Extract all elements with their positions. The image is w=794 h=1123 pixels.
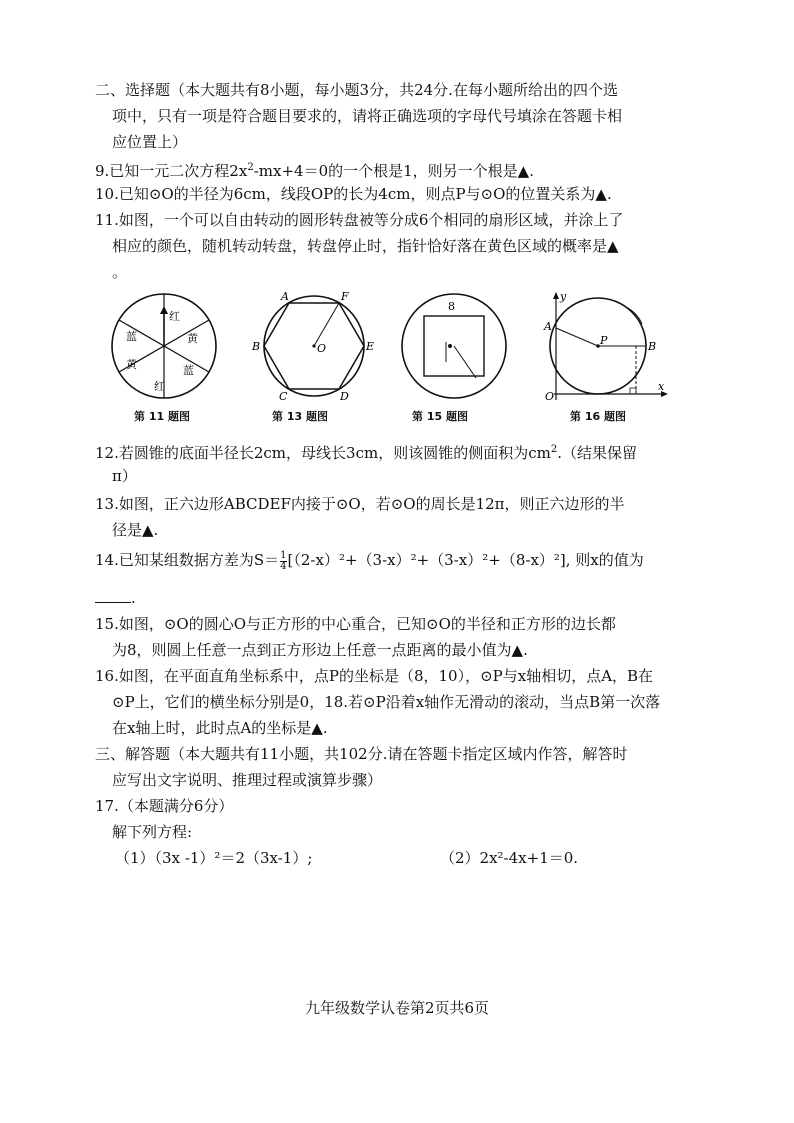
fig11-label-upper-right: 黄 [187,332,198,345]
question-13-line1: 13.如图，正六边形ABCDEF内接于⊙O，若⊙O的周长是12π，则正六边形的半 [95,495,625,513]
fig11-label-lower-right: 蓝 [183,364,194,377]
fig16-label-y: y [560,290,567,303]
fig16-label-b: B [648,340,657,353]
figure-13-hexagon [250,290,376,402]
figure-16-coordinate-circle [542,290,670,402]
fig13-label-o: O [317,342,327,355]
fig16-label-o: O [545,390,555,402]
question-16-line1: 16.如图，在平面直角坐标系中，点P的坐标是（8，10），⊙P与x轴相切，点A，B在 [95,667,654,685]
question-14-line2: . [95,588,136,608]
fig13-label-e: E [366,340,375,353]
figure-15-caption: 第 15 题图 [412,410,468,423]
answer-blank [95,590,131,603]
question-14-line1: 14.已知某组数据方差为S＝ $\frac{1}{4}$ [（2-x）²+（3-x）²+（3-x）²+（8-x）²], 则x的值为 [95,549,644,572]
question-12-line1: 12.若圆锥的底面半径长2cm，母线长3cm，则该圆锥的侧面积为$cm^2$.（结果保留 [95,444,637,462]
fig11-label-lower-left: 黄 [126,358,137,371]
section3-header-line2: 应写出文字说明、推理过程或演算步骤） [112,771,383,789]
question-16-line3: 在x轴上时，此时点A的坐标是▲. [112,719,328,737]
question-17-part1: （1）（3x -1）²＝2（3x-1）; [115,849,313,867]
question-9: 9.已知一元二次方程$2x^2-mx+4=0$的一个根是1，则另一个根是▲. [95,162,534,180]
fig13-label-d: D [340,390,349,402]
question-12-line2: π） [112,467,137,485]
figure-16-caption: 第 16 题图 [570,410,626,423]
question-15-line1: 15.如图，⊙O的圆心O与正方形的中心重合，已知⊙O的半径和正方形的边长都 [95,615,616,633]
figure-11-spinner [108,290,220,402]
fig13-label-b: B [252,340,261,353]
fraction-one-quarter: $\frac{1}{4}$ [280,549,287,572]
question-10: 10.已知⊙O的半径为6cm，线段OP的长为4cm，则点P与⊙O的位置关系为▲. [95,185,612,203]
fig13-label-a: A [281,290,289,303]
fig11-label-upper-left: 蓝 [126,330,137,343]
figure-15-square-circle [398,290,510,402]
question-16-line2: ⊙P上，它们的横坐标分别是0，18.若⊙P沿着x轴作无滑动的滚动，当点B第一次落 [112,693,661,711]
fig16-label-p: P [600,334,608,347]
question-17-part2: （2）2x²-4x+1＝0. [440,849,579,867]
page-footer: 九年级数学认卷第2页共6页 [304,999,490,1017]
section3-header-line1: 三、解答题（本大题共有11小题，共102分.请在答题卡指定区域内作答，解答时 [95,745,628,763]
fig11-label-top: 红 [169,310,180,323]
fig15-label-8: 8 [448,300,455,313]
question-11-line1: 11.如图，一个可以自由转动的圆形转盘被等分成6个相同的扇形区域，并涂上了 [95,211,624,229]
question-17-title: 17.（本题满分6分） [95,797,234,815]
fig16-label-a: A [544,320,552,333]
figure-11-caption: 第 11 题图 [134,410,190,423]
question-17-instruction: 解下列方程: [112,823,193,841]
section2-header-line2: 项中，只有一项是符合题目要求的，请将正确选项的字母代号填涂在答题卡相 [112,107,623,125]
figure-13-caption: 第 13 题图 [272,410,328,423]
fig16-label-x: x [658,380,665,393]
section2-header-line3: 应位置上） [112,133,188,151]
section2-header-line1: 二、选择题（本大题共有8小题，每小题3分，共24分.在每小题所给出的四个选 [95,81,618,99]
fig13-label-c: C [279,390,288,402]
question-13-line2: 径是▲. [112,521,159,539]
question-15-line2: 为8，则圆上任意一点到正方形边上任意一点距离的最小值为▲. [112,641,528,659]
question-11-line3: 。 [112,263,128,281]
fig11-label-bottom: 红 [154,380,165,393]
question-11-line2: 相应的颜色，随机转动转盘，转盘停止时，指针恰好落在黄色区域的概率是▲ [112,237,619,255]
figure-row [100,290,700,430]
fig13-label-f: F [341,290,349,303]
